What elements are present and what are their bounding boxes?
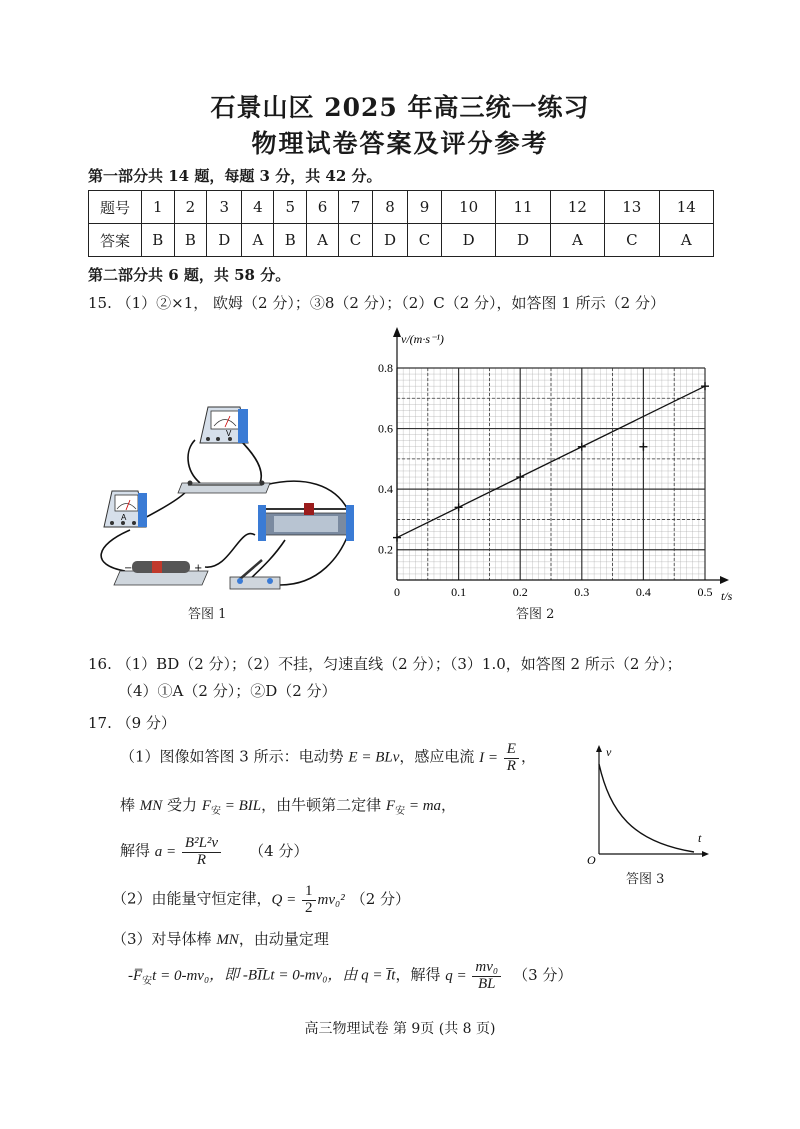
current-formula: I = $\frac{E}{R}$ — [479, 750, 521, 766]
sliding-rheostat — [258, 503, 354, 541]
fig3-y-arrow — [596, 745, 602, 752]
charge-formula: q = $\frac{\text{mv₀}}{BL}$ — [445, 968, 503, 984]
x-tick-label: 0.5 — [697, 585, 713, 599]
ampere-force-formula: $F_安$ = BIL — [201, 798, 262, 817]
q17-part1-line3: 解得 a = $\frac{\text{B²L²v}}{R}$ （4 分） — [120, 835, 309, 868]
y-tick-label: 0.2 — [378, 542, 393, 557]
question-cell: 6 — [307, 191, 339, 224]
answer-cell: A — [307, 224, 339, 257]
x-tick-label: 0.3 — [574, 585, 590, 599]
q17-head: 17. （9 分） — [88, 714, 176, 732]
answer-cell: B — [174, 224, 207, 257]
data-point — [516, 473, 524, 481]
data-point — [701, 382, 709, 390]
q17-part3-line2: $-F̅_安t = 0-mv_0$，即 -BI̅Lt = 0-mv₀，由 q = I̅t，解得 q = $\frac{\text{mv₀}}{BL}$ （3 分） — [128, 959, 573, 992]
fig3-origin-label: O — [587, 853, 596, 867]
x-tick-label: 0 — [394, 585, 400, 599]
q17-part1-line1 — [120, 742, 536, 775]
question-cell: 12 — [550, 191, 604, 224]
question-number-row — [89, 191, 714, 224]
ammeter-label: A — [121, 513, 127, 522]
q17-part1-line2: 棒 MN 受力 $F_安$ = BIL，由牛顿第二定律 $F_安$ = ma， — [120, 796, 457, 817]
battery-minus: − — [124, 563, 133, 574]
answer-cell: C — [605, 224, 659, 257]
q16-line1: 16. （1）BD（2 分）；（2）不挂，匀速直线（2 分）；（3）1.0，如答图 2 所示（2 分）； — [88, 655, 682, 673]
y-tick-label: 0.6 — [378, 421, 393, 436]
data-point — [393, 534, 401, 542]
q15-answer: 15. （1）②×1， 欧姆（2 分）；③8（2 分）；（2）C（2 分），如答图 1 所示（2 分） — [88, 294, 665, 312]
question-cell: 8 — [372, 191, 407, 224]
energy-formula: Q = $\frac{1}{2}$ mv₀² — [271, 883, 345, 916]
page-footer: 高三物理试卷 第 9页 (共 8 页) — [304, 1021, 496, 1037]
answer-cell: A — [550, 224, 604, 257]
question-cell: 4 — [242, 191, 274, 224]
decay-curve — [599, 764, 694, 852]
voltmeter-label: V — [226, 429, 232, 438]
text: ， — [520, 747, 536, 766]
x-tick-labels — [394, 585, 713, 599]
question-cell: 3 — [207, 191, 242, 224]
answer-cell: B — [142, 224, 175, 257]
y-tick-label: 0.4 — [378, 482, 393, 497]
answer-row — [89, 224, 714, 257]
ammeter — [104, 491, 147, 527]
answer-cell: D — [441, 224, 495, 257]
fig3-t-label: t — [698, 831, 702, 845]
question-cell: 1 — [142, 191, 175, 224]
question-cell: 2 — [174, 191, 207, 224]
data-point — [639, 443, 647, 451]
answer-cell: D — [372, 224, 407, 257]
emf-formula: E = BLv — [348, 749, 400, 766]
y-axis-label: v/(m·s⁻¹) — [401, 332, 444, 346]
newton-law-formula: $F_安$ = ma — [385, 798, 442, 817]
x-tick-label: 0.1 — [451, 585, 467, 599]
answer-cell: D — [207, 224, 242, 257]
part1-heading: 第一部分共 14 题，每题 3 分，共 42 分。 — [88, 167, 382, 185]
battery — [114, 561, 208, 585]
answer-cell: D — [496, 224, 550, 257]
battery-plus: + — [194, 563, 203, 574]
answer-cell: A — [242, 224, 274, 257]
row-label-answer: 答案 — [89, 224, 142, 257]
fig3-v-label: v — [606, 745, 612, 759]
y-tick-labels — [378, 361, 393, 557]
question-cell: 7 — [339, 191, 373, 224]
row-label-question: 题号 — [89, 191, 142, 224]
part2-heading: 第二部分共 6 题，共 58 分。 — [88, 266, 291, 284]
question-cell: 9 — [408, 191, 442, 224]
x-tick-label: 0.4 — [635, 585, 651, 599]
fig3-caption: 答图 3 — [626, 872, 665, 887]
question-cell: 5 — [274, 191, 307, 224]
acceleration-formula: a = $\frac{\text{B²L²v}}{R}$ — [155, 844, 223, 860]
text: ，感应电流 — [399, 747, 480, 766]
answer-table — [88, 190, 714, 257]
text: （1）图像如答图 3 所示：电动势 — [120, 747, 349, 766]
fig1-caption: 答图 1 — [188, 607, 227, 622]
x-axis-label: t/s — [721, 589, 733, 603]
data-point — [578, 443, 586, 451]
answer-cell: C — [339, 224, 373, 257]
momentum-formula: $-F̅_安t = 0-mv_0$ — [128, 967, 210, 987]
fig3-x-arrow — [702, 851, 709, 857]
vt-chart — [365, 325, 770, 615]
question-cell: 10 — [441, 191, 495, 224]
question-cell: 11 — [496, 191, 550, 224]
voltmeter — [200, 407, 248, 443]
answer-cell: C — [408, 224, 442, 257]
y-tick-label: 0.8 — [378, 361, 393, 375]
q17-part3-line1: （3）对导体棒 MN，由动量定理 — [112, 930, 329, 948]
major-grid — [397, 368, 705, 580]
fig2-caption: 答图 2 — [516, 607, 555, 622]
circuit-diagram — [90, 395, 370, 595]
question-cell: 14 — [659, 191, 714, 224]
answer-cell: B — [274, 224, 307, 257]
q16-line2: （4）①A（2 分）；②D（2 分） — [118, 682, 337, 700]
page-subtitle: 物理试卷答案及评分参考 — [251, 129, 549, 158]
page-title: 石景山区 2025 年高三统一练习 — [210, 93, 590, 122]
decay-graph — [582, 742, 712, 867]
question-cell: 13 — [605, 191, 659, 224]
data-point — [455, 503, 463, 511]
x-axis-arrow — [720, 576, 729, 584]
resistance-wire-board — [178, 481, 270, 494]
q17-part2: （2）由能量守恒定律，Q = $\frac{1}{2}$ mv₀² （2 分） — [112, 883, 411, 916]
answer-cell: A — [659, 224, 714, 257]
y-axis-arrow — [393, 327, 401, 337]
x-tick-label: 0.2 — [512, 585, 528, 599]
